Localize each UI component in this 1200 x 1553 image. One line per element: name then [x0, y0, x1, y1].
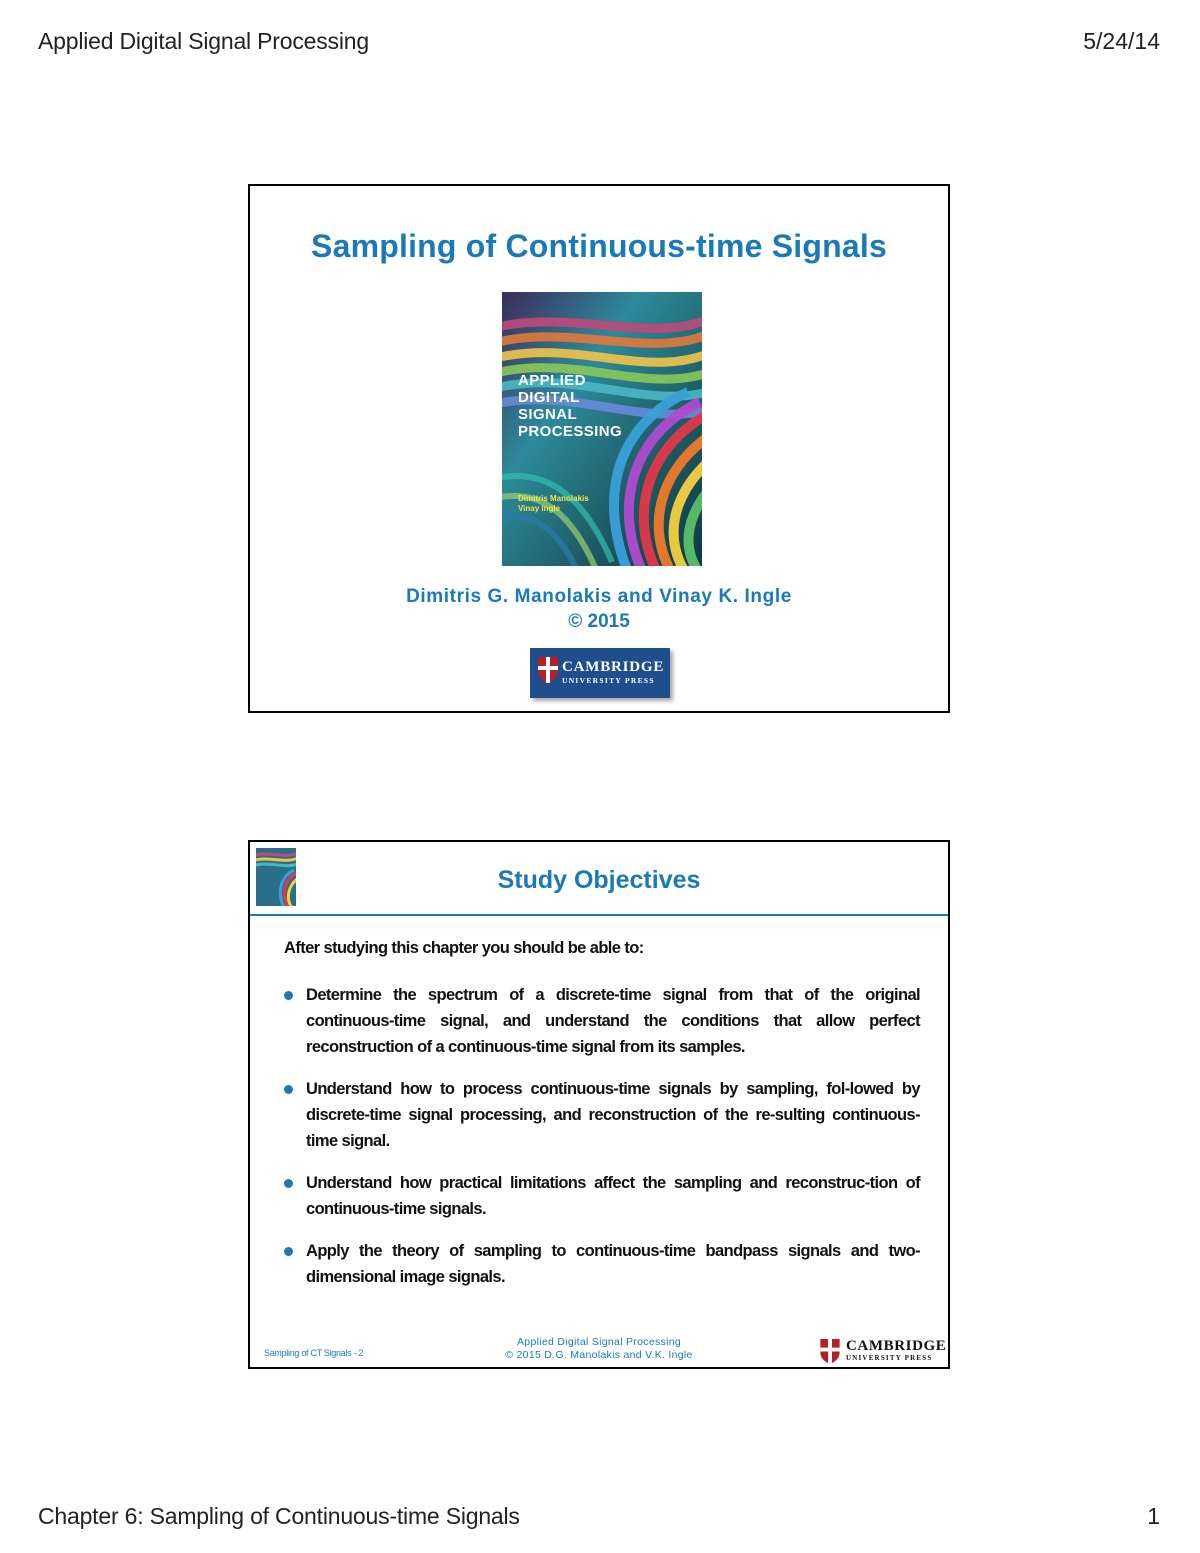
- objectives-intro: After studying this chapter you should be able to:: [284, 939, 644, 957]
- bullet-icon: [284, 1179, 293, 1188]
- cambridge-logo: CAMBRIDGE UNIVERSITY PRESS: [530, 648, 670, 698]
- bullet-icon: [284, 1085, 293, 1094]
- list-item: Apply the theory of sampling to continuous-time bandpass signals and two-dimensional image signals.: [284, 1238, 920, 1290]
- slide-copyright-year: © 2015: [568, 611, 630, 632]
- list-item: Understand how to process continuous-time signals by sampling, fol-lowed by discrete-time signal processing, and reconstruction of the re-sulting continuous-time signal.: [284, 1076, 920, 1154]
- bullet-icon: [284, 991, 293, 1000]
- heading-divider: [250, 914, 948, 916]
- list-item: Determine the spectrum of a discrete-time signal from that of the original continuous-time signal, and understand the conditions that allow perfect reconstruction of a continuous-time signal from its samples.: [284, 982, 920, 1060]
- slide-footer-credit: Applied Digital Signal Processing © 2015 D.G. Manolakis and V.K. Ingle: [505, 1336, 693, 1361]
- page-header-date: 5/24/14: [1083, 28, 1160, 54]
- slide-heading: Study Objectives: [497, 866, 701, 894]
- book-cover-image: [502, 292, 702, 566]
- slide-title-heading: Sampling of Continuous-time Signals: [311, 228, 887, 264]
- page-number: 1: [1147, 1503, 1160, 1529]
- list-item: Understand how practical limitations affect the sampling and reconstruc-tion of continuous-time signals.: [284, 1170, 920, 1222]
- slide-study-objectives: [248, 840, 950, 1369]
- cambridge-logo-small: CAMBRIDGE UNIVERSITY PRESS: [820, 1338, 944, 1364]
- slide-number-label: Sampling of CT Signals - 2: [264, 1348, 364, 1358]
- objectives-list: [284, 982, 920, 1306]
- page-footer-chapter: Chapter 6: Sampling of Continuous-time Signals: [38, 1503, 520, 1529]
- book-cover-title: APPLIED DIGITAL SIGNAL PROCESSING: [518, 372, 623, 440]
- cambridge-shield-icon: [820, 1339, 840, 1364]
- cambridge-shield-icon: [538, 657, 558, 683]
- book-cover-authors: Dimitris Manolakis Vinay Ingle: [518, 494, 589, 513]
- slide-authors: Dimitris G. Manolakis and Vinay K. Ingle: [406, 586, 792, 607]
- bullet-icon: [284, 1247, 293, 1256]
- page-header-title: Applied Digital Signal Processing: [38, 28, 369, 54]
- slide-title: [248, 184, 950, 713]
